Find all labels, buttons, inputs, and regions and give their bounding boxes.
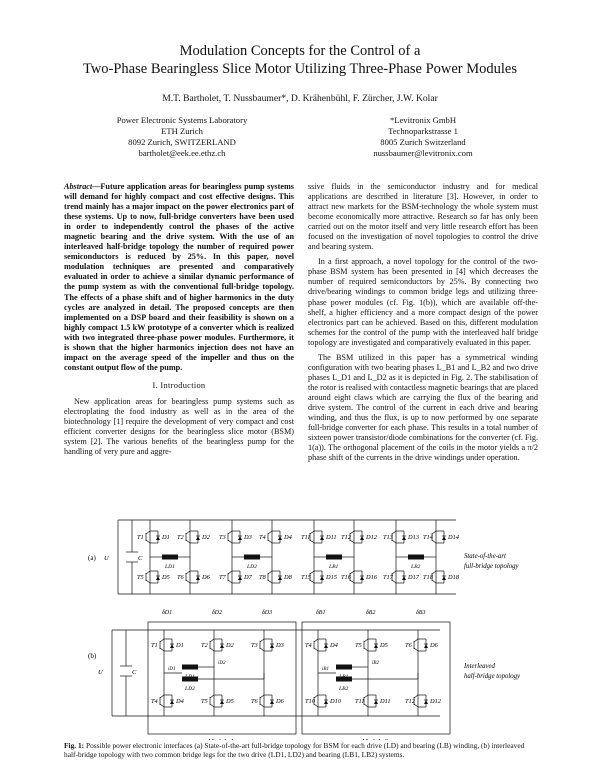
- section-heading-introduction: I. Introduction: [152, 380, 206, 390]
- wire: [268, 531, 272, 534]
- wire: [146, 571, 150, 574]
- gate-signal-label: δB2: [366, 610, 376, 616]
- transistor-label: T4: [151, 698, 158, 705]
- paper-title-line-2: Two-Phase Bearingless Slice Motor Utilizing Three-Phase Power Modules: [82, 61, 518, 77]
- transistor-label: T6: [251, 698, 258, 705]
- diode-label: D11: [380, 698, 391, 705]
- diode-label: D6: [276, 698, 284, 705]
- transistor-label: T6: [405, 642, 412, 649]
- transistor-label: T10: [305, 698, 315, 705]
- inductor-symbol: [336, 665, 352, 670]
- transistor-label: T11: [301, 534, 311, 541]
- wire: [146, 540, 150, 543]
- diode-label: D12: [430, 698, 442, 705]
- gate-signal-label: δB3: [416, 610, 426, 616]
- wire: [186, 580, 190, 583]
- cdc-label: C: [132, 669, 137, 676]
- affil-right-line: Technoparkstrasse 1: [388, 126, 458, 136]
- diode-label: D18: [448, 574, 460, 581]
- wire: [186, 571, 190, 574]
- diode-label: D4: [284, 534, 292, 541]
- diode-label: D5: [226, 698, 234, 705]
- wire: [260, 695, 264, 698]
- transistor-label: T18: [423, 574, 433, 581]
- diode-label: D4: [330, 642, 338, 649]
- affiliation-right: [338, 115, 508, 159]
- paper-title-line-1: Modulation Concepts for the Control of a: [179, 43, 421, 59]
- gate-signal-label: δD2: [212, 610, 223, 616]
- wire: [260, 648, 264, 651]
- wire: [310, 531, 314, 534]
- inductor-symbol: [182, 665, 198, 670]
- transistor-label: T7: [219, 574, 226, 581]
- wire: [228, 540, 232, 543]
- wire: [210, 695, 214, 698]
- wire: [160, 639, 164, 642]
- intro-paragraph-2: In a first approach, a novel topology for the control of the two-phase BSM system has been presented in [4] which decreases the number of required semiconductors by 25%. By connecting two drive/bearing windings to common bridge legs and utilizing three-phase power modules (cf. Fig. 1(b)), which are available off-the-shelf, a higher efficiency and a more compact design of the power electronics part can be achieved. Based on this, different modulation schemes for the control of the pump with the interleaved half bridge topology are investigated and comparatively evaluated in this paper.: [308, 257, 538, 347]
- wire: [228, 571, 232, 574]
- module-1-label: [207, 739, 234, 740]
- cdc-label: C: [138, 555, 143, 562]
- transistor-label: T3: [251, 642, 258, 649]
- wire: [364, 648, 368, 651]
- wire: [414, 648, 418, 651]
- wire: [146, 580, 150, 583]
- left-column: [64, 182, 294, 457]
- wire: [186, 540, 190, 543]
- diode-label: D1: [162, 534, 170, 541]
- gate-signal-label: δB1: [316, 610, 326, 616]
- inductor-label: LB2: [339, 686, 349, 692]
- diode-label: D4: [176, 698, 184, 705]
- intro-paragraph-1-part-a: New application areas for bearingless pump systems such as electroplating the food industry as well as in the area of the biotechnology [1] require the development of very compact and cost efficient converter designs for the bearingless slice motor (BSM) system [2]. The various benefits of the bearingless pump for the handling of very pure and aggre-: [64, 396, 294, 457]
- wire: [364, 704, 368, 707]
- wire: [228, 531, 232, 534]
- diode-label: D15: [326, 574, 338, 581]
- current-label: iD1: [168, 667, 176, 672]
- inductor-label: LD1: [165, 564, 175, 570]
- figure-circuit-diagrams: [60, 508, 540, 740]
- transistor-label: T12: [405, 698, 415, 705]
- inductor-symbol: [336, 677, 352, 682]
- diode-label: D5: [162, 574, 170, 581]
- transistor-label: T12: [341, 534, 351, 541]
- diode-label: D3: [276, 642, 284, 649]
- diode-label: D3: [244, 534, 252, 541]
- diode-label: D8: [284, 574, 292, 581]
- transistor-label: T1: [137, 534, 144, 541]
- intro-paragraph-3: The BSM utilized in this paper has a symmetrical winding configuration with two bearing phases L_B1 and L_B2 and two drive phases L_D1 and L_D2 as it is depicted in Fig. 2. The stabilisation of the rotor is realised with contactless magnetic bearings that are placed around eight claws which are carrying the flux of the bearing and drive system. The control of the current in each drive and bearing winding, and thus the flux, is up to now performed by one separate full-bridge converter for each phase. This results in a total number of sixteen power transistor/diode combinations for the converter (cf. Fig. 1(a)). The orthogonal placement of the coils in the motor yields a π/2 phase shift of the currents in the drive windings under operation.: [308, 352, 538, 463]
- figure-a-note-line1: State-of-the-art: [464, 553, 506, 560]
- inductor-label: LD2: [185, 686, 195, 692]
- wire: [268, 580, 272, 583]
- figure-a-label: (a): [88, 554, 96, 562]
- transistor-label: T17: [383, 574, 393, 581]
- transistor-label: T1: [151, 642, 158, 649]
- wire: [210, 648, 214, 651]
- inductor-symbol: [182, 677, 198, 682]
- transistor-label: T16: [341, 574, 351, 581]
- inductor-symbol: [244, 555, 260, 560]
- wire: [310, 540, 314, 543]
- transistor-label: T5: [355, 642, 362, 649]
- abstract-label: Abstract: [64, 182, 93, 191]
- caption-text: Possible power electronic interfaces (a) State-of-the-art full-bridge topology for BSM for each drive (LD) and bearing (LB) winding, (b) interleaved half-bridge topology with two common bridge legs for the two drive (LD1, LD2) and bearing (LB1, LB2) systems.: [64, 741, 525, 759]
- diode-label: D10: [330, 698, 342, 705]
- wire: [186, 531, 190, 534]
- diode-label: D12: [366, 534, 378, 541]
- author-list: M.T. Bartholet, T. Nussbaumer*, D. Krähenbühl, F. Zürcher, J.W. Kolar: [162, 93, 438, 104]
- transistor-label: T15: [301, 574, 311, 581]
- diode-label: D11: [326, 534, 337, 541]
- wire: [210, 704, 214, 707]
- gate-signal-label: δD3: [262, 610, 273, 616]
- figure-b-half-bridge: [88, 610, 521, 740]
- transistor-label: T3: [219, 534, 226, 541]
- transistor-label: T14: [423, 534, 433, 541]
- figure-b-note-line2: half-bridge topology: [464, 673, 521, 680]
- inductor-symbol: [408, 555, 424, 560]
- wire: [260, 704, 264, 707]
- caption-label: Fig. 1:: [64, 741, 85, 750]
- transistor-label: T4: [305, 642, 312, 649]
- figure-b-note-line1: Interleaved: [464, 663, 495, 670]
- transistor-label: T5: [137, 574, 144, 581]
- diode-label: D7: [244, 574, 252, 581]
- inductor-symbol: [162, 555, 178, 560]
- diode-label: D14: [448, 534, 460, 541]
- diode-label: D5: [380, 642, 388, 649]
- diode-label: D1: [176, 642, 184, 649]
- inductor-label: LB2: [411, 564, 421, 570]
- diode-label: D13: [408, 534, 420, 541]
- intro-paragraph-1-part-b: ssive fluids in the semiconductor industry and for medical applications are described in literature [3]. However, in order to attract new markets for the BSM-technology the whole system must become economically more attractive. Research so far has only been carried out on the motor itself and very little research effort has been focused on the investigation of novel topologies to control the drive and bearing system.: [308, 182, 538, 252]
- affil-left-line: 8092 Zurich, SWITZERLAND: [128, 137, 236, 147]
- affil-right-email: nussbaumer@levitronix.com: [373, 148, 473, 158]
- inductor-label: LD2: [247, 564, 257, 570]
- transistor-label: T13: [383, 534, 393, 541]
- udc-label: U: [98, 669, 103, 676]
- transistor-label: T11: [355, 698, 365, 705]
- wire: [146, 531, 150, 534]
- transistor-label: T8: [259, 574, 266, 581]
- wire: [260, 639, 264, 642]
- wire: [364, 639, 368, 642]
- affil-right-line: 8005 Zurich Switzerland: [380, 137, 466, 147]
- wire: [268, 571, 272, 574]
- diode-label: D2: [226, 642, 234, 649]
- module-2-label: [361, 739, 388, 740]
- figure-b-label: (b): [88, 652, 97, 660]
- figure-a-full-bridge: [88, 520, 520, 594]
- diode-label: D2: [202, 534, 210, 541]
- abstract: [64, 182, 294, 373]
- figure-a-note-line2: full-bridge topology: [464, 563, 519, 570]
- current-label: iB2: [372, 661, 379, 666]
- diode-label: D6: [430, 642, 438, 649]
- wire: [314, 648, 318, 651]
- diode-label: D16: [366, 574, 378, 581]
- current-label: iD2: [218, 661, 226, 666]
- inductor-label: LB1: [329, 564, 339, 570]
- wire: [268, 540, 272, 543]
- wire: [160, 648, 164, 651]
- diode-label: D17: [408, 574, 420, 581]
- wire: [314, 639, 318, 642]
- figure-caption: [64, 741, 538, 759]
- abstract-text: —Future application areas for bearingless pump systems will demand for highly compact and cost effective designs. This trend mainly has a major impact on the power electronics part of these systems. Up to now, full-bridge converters have been used in order to independently control the phases of the active magnetic bearing and the drive system. With the use of an interleaved half-bridge topology the number of required power semiconductors is reduced by 25%. In this paper, novel modulation techniques are presented and comparatively evaluated in order to achieve a similar dynamic performance of the pump system as with the conventional full-bridge topology. The effects of a phase shift and of higher harmonics in the duty cycles are analyzed in detail. The proposed concepts are then implemented on a DSP board and their feasibility is shown on a highly compact 1.5 kW prototype of a converter which is realized with two integrated three-phase power modules. Furthermore, it is shown that the higher harmonics injection does not have an impact on the average speed of the impeller and thus on the constant output flow of the pump.: [64, 182, 294, 372]
- affil-left-line: Power Electronic Systems Laboratory: [116, 115, 248, 125]
- wire: [160, 695, 164, 698]
- inductor-symbol: [326, 555, 342, 560]
- wire: [414, 639, 418, 642]
- transistor-label: T2: [177, 534, 184, 541]
- affil-right-line: *Levitronix GmbH: [389, 115, 457, 125]
- current-label: iB1: [322, 667, 329, 672]
- affil-left-email: bartholet@eek.ee.ethz.ch: [138, 148, 226, 158]
- affil-left-line: ETH Zurich: [161, 126, 203, 136]
- transistor-label: T4: [259, 534, 266, 541]
- transistor-label: T5: [201, 698, 208, 705]
- wire: [160, 704, 164, 707]
- wire: [210, 639, 214, 642]
- gate-signal-label: δD1: [162, 610, 173, 616]
- right-column: [308, 182, 538, 463]
- affiliation-left: [92, 115, 272, 159]
- wire: [228, 580, 232, 583]
- udc-label: U: [104, 555, 109, 562]
- transistor-label: T2: [201, 642, 208, 649]
- transistor-label: T6: [177, 574, 184, 581]
- wire: [364, 695, 368, 698]
- diode-label: D6: [202, 574, 210, 581]
